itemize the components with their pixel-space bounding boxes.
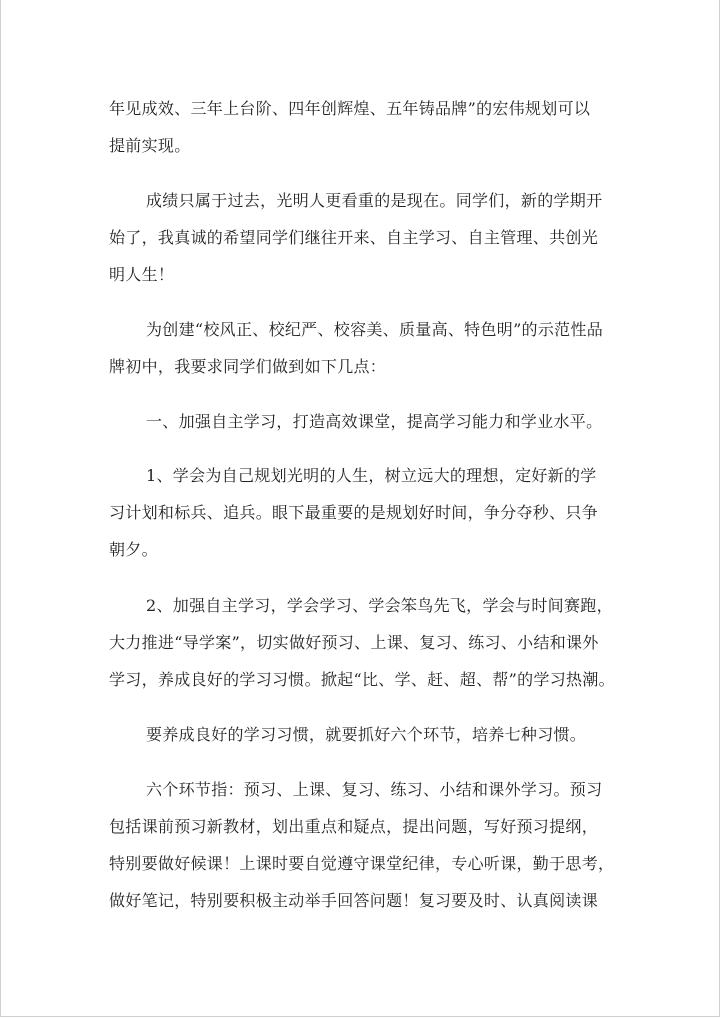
paragraph-line: 六个环节指：预习、上课、复习、练习、小结和课外学习。预习 [146, 780, 603, 799]
paragraph-line: 明人生！ [109, 265, 175, 284]
section-heading: 一、加强自主学习，打造高效课堂，提高学习能力和学业水平。 [146, 412, 603, 431]
paragraph-line: 为创建“校风正、校纪严、校容美、质量高、特色明”的示范性品 [146, 320, 604, 339]
paragraph-line: 成绩只属于过去，光明人更看重的是现在。同学们，新的学期开 [146, 191, 603, 210]
paragraph-line: 提前实现。 [109, 136, 191, 155]
paragraph-line: 2、加强自主学习，学会学习、学会笨鸟先飞，学会与时间赛跑， [146, 596, 613, 615]
paragraph-line: 要养成良好的学习习惯，就要抓好六个环节，培养七种习惯。 [146, 725, 587, 744]
paragraph-line: 习计划和标兵、追兵。眼下最重要的是规划好时间，争分夺秒、只争 [109, 503, 599, 522]
paragraph-line: 学习，养成良好的学习习惯。掀起“比、学、赶、超、帮”的学习热潮。 [109, 670, 615, 689]
paragraph-line: 1、学会为自己规划光明的人生，树立远大的理想，定好新的学 [146, 466, 597, 485]
paragraph-line: 牌初中，我要求同学们做到如下几点： [109, 357, 387, 376]
paragraph-line: 朝夕。 [109, 540, 158, 559]
paragraph-line: 始了，我真诚的希望同学们继往开来、自主学习、自主管理、共创光 [109, 228, 599, 247]
paragraph-line: 特别要做好候课！上课时要自觉遵守课堂纪律，专心听课，勤于思考， [109, 854, 615, 873]
paragraph-line: 大力推进“导学案”，切实做好预习、上课、复习、练习、小结和课外 [109, 633, 599, 652]
paragraph-line: 包括课前预习新教材，划出重点和疑点，提出问题，写好预习提纲， [109, 817, 599, 836]
paragraph-line: 年见成效、三年上台阶、四年创辉煌、五年铸品牌”的宏伟规划可以 [109, 99, 591, 118]
paragraph-line: 做好笔记，特别要积极主动举手回答问题！复习要及时、认真阅读课 [109, 891, 599, 910]
